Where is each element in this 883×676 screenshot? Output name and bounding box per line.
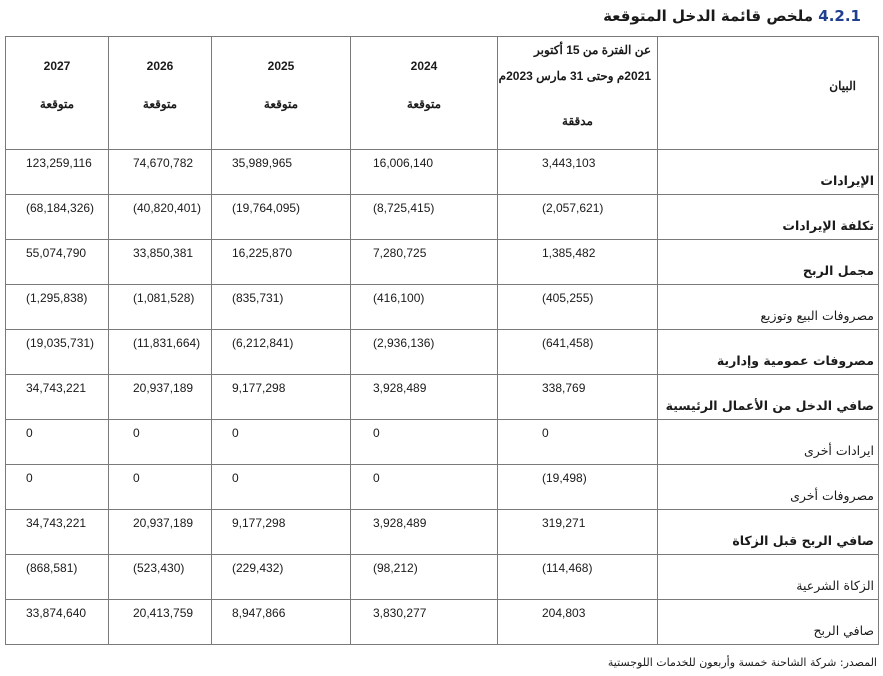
value-cell xyxy=(6,195,109,240)
table-row xyxy=(6,510,879,555)
value-cell xyxy=(498,420,658,465)
value-cell xyxy=(498,375,658,420)
cell-value: 9,177,298 xyxy=(232,381,286,395)
cell-value: (835,731) xyxy=(232,291,284,305)
cell-value: 0 xyxy=(26,426,33,440)
header-period-line1: عن الفترة من 15 أكتوبر xyxy=(534,43,651,57)
row-label: تكلفة الإيرادات xyxy=(782,218,874,233)
cell-value: (2,936,136) xyxy=(373,336,435,350)
cell-value: (19,764,095) xyxy=(232,201,301,215)
cell-value: (114,468) xyxy=(542,561,593,575)
cell-value: 0 xyxy=(232,471,239,485)
cell-value: 8,947,866 xyxy=(232,606,286,620)
cell-value: 35,989,965 xyxy=(232,156,293,170)
cell-value: 16,006,140 xyxy=(373,156,434,170)
cell-value: 3,928,489 xyxy=(373,516,427,530)
row-label: صافي الدخل من الأعمال الرئيسية xyxy=(665,398,874,413)
value-cell xyxy=(212,465,351,510)
row-label-cell xyxy=(658,330,879,375)
cell-value: 34,743,221 xyxy=(26,516,87,530)
header-sub: متوقعة xyxy=(406,97,442,111)
row-label-cell xyxy=(658,240,879,285)
value-cell xyxy=(351,375,498,420)
header-sub: متوقعة xyxy=(142,97,178,111)
value-cell xyxy=(109,195,212,240)
header-period-line3: مدققة xyxy=(562,114,593,128)
value-cell xyxy=(109,375,212,420)
cell-value: 0 xyxy=(232,426,239,440)
value-cell xyxy=(351,510,498,555)
value-cell xyxy=(109,555,212,600)
value-cell xyxy=(498,150,658,195)
cell-value: 33,850,381 xyxy=(133,246,194,260)
cell-value: (1,295,838) xyxy=(26,291,88,305)
header-sub: متوقعة xyxy=(39,97,75,111)
row-label: مصروفات أخرى xyxy=(790,488,874,503)
value-cell xyxy=(498,240,658,285)
row-label: الزكاة الشرعية xyxy=(796,578,874,593)
value-cell xyxy=(109,510,212,555)
table-row xyxy=(6,375,879,420)
section-title xyxy=(603,4,861,28)
value-cell xyxy=(6,375,109,420)
cell-value: (416,100) xyxy=(373,291,425,305)
cell-value: (8,725,415) xyxy=(373,201,435,215)
header-2027 xyxy=(6,37,109,150)
value-cell xyxy=(6,555,109,600)
table-row xyxy=(6,330,879,375)
cell-value: (19,498) xyxy=(542,471,587,485)
cell-value: (229,432) xyxy=(232,561,284,575)
cell-value: 0 xyxy=(373,426,380,440)
cell-value: (68,184,326) xyxy=(26,201,95,215)
table-row xyxy=(6,285,879,330)
header-period xyxy=(498,37,658,150)
cell-value: (11,831,664) xyxy=(133,336,201,350)
cell-value: (523,430) xyxy=(133,561,185,575)
cell-value: 74,670,782 xyxy=(133,156,194,170)
header-2024 xyxy=(351,37,498,150)
cell-value: 3,830,277 xyxy=(373,606,427,620)
value-cell xyxy=(351,420,498,465)
cell-value: (868,581) xyxy=(26,561,78,575)
value-cell xyxy=(498,465,658,510)
value-cell xyxy=(6,510,109,555)
value-cell xyxy=(6,150,109,195)
value-cell xyxy=(212,240,351,285)
cell-value: (19,035,731) xyxy=(26,336,95,350)
row-label: الإيرادات xyxy=(820,173,874,188)
value-cell xyxy=(212,150,351,195)
header-sub: متوقعة xyxy=(263,97,299,111)
row-label: صافي الربح xyxy=(813,623,874,638)
value-cell xyxy=(6,330,109,375)
value-cell xyxy=(212,285,351,330)
cell-value: 0 xyxy=(133,426,140,440)
table-row xyxy=(6,465,879,510)
value-cell xyxy=(109,420,212,465)
value-cell xyxy=(351,330,498,375)
value-cell xyxy=(109,150,212,195)
row-label-cell xyxy=(658,420,879,465)
header-year: 2025 xyxy=(267,59,295,73)
cell-value: 55,074,790 xyxy=(26,246,87,260)
row-label-cell xyxy=(658,555,879,600)
cell-value: 33,874,640 xyxy=(26,606,87,620)
cell-value: 3,928,489 xyxy=(373,381,427,395)
header-2025 xyxy=(212,37,351,150)
income-statement-table xyxy=(5,36,879,645)
cell-value: 20,937,189 xyxy=(133,516,194,530)
value-cell xyxy=(212,330,351,375)
value-cell xyxy=(351,465,498,510)
row-label: ايرادات أخرى xyxy=(804,443,874,458)
value-cell xyxy=(212,600,351,645)
table-header-row xyxy=(6,37,879,150)
cell-value: (2,057,621) xyxy=(542,201,604,215)
value-cell xyxy=(6,600,109,645)
value-cell xyxy=(351,285,498,330)
value-cell xyxy=(498,330,658,375)
table-row xyxy=(6,420,879,465)
cell-value: 0 xyxy=(133,471,140,485)
row-label-cell xyxy=(658,150,879,195)
table-row xyxy=(6,195,879,240)
table-body xyxy=(6,150,879,645)
value-cell xyxy=(6,240,109,285)
cell-value: 34,743,221 xyxy=(26,381,87,395)
cell-value: 20,937,189 xyxy=(133,381,194,395)
cell-value: (405,255) xyxy=(542,291,594,305)
row-label-cell xyxy=(658,600,879,645)
value-cell xyxy=(498,195,658,240)
cell-value: 0 xyxy=(373,471,380,485)
value-cell xyxy=(351,240,498,285)
cell-value: 9,177,298 xyxy=(232,516,286,530)
value-cell xyxy=(212,195,351,240)
row-label-cell xyxy=(658,465,879,510)
cell-value: 20,413,759 xyxy=(133,606,194,620)
value-cell xyxy=(351,195,498,240)
value-cell xyxy=(6,465,109,510)
row-label: صافي الربح قبل الزكاة xyxy=(732,533,874,548)
table-row xyxy=(6,555,879,600)
cell-value: (98,212) xyxy=(373,561,418,575)
cell-value: 319,271 xyxy=(542,516,586,530)
row-label-cell xyxy=(658,375,879,420)
header-period-line2: 2021م وحتى 31 مارس 2023م xyxy=(498,69,651,83)
value-cell xyxy=(212,510,351,555)
value-cell xyxy=(212,375,351,420)
cell-value: 204,803 xyxy=(542,606,586,620)
value-cell xyxy=(109,285,212,330)
table-row xyxy=(6,150,879,195)
table-row xyxy=(6,600,879,645)
value-cell xyxy=(498,510,658,555)
table-row xyxy=(6,240,879,285)
value-cell xyxy=(351,600,498,645)
header-year: 2024 xyxy=(410,59,438,73)
cell-value: 0 xyxy=(542,426,549,440)
value-cell xyxy=(6,285,109,330)
row-label-cell xyxy=(658,285,879,330)
value-cell xyxy=(109,330,212,375)
cell-value: (1,081,528) xyxy=(133,291,195,305)
value-cell xyxy=(351,150,498,195)
value-cell xyxy=(498,285,658,330)
section-number: 4.2.1 xyxy=(818,7,861,25)
cell-value: 7,280,725 xyxy=(373,246,427,260)
row-label: مصروفات البيع وتوزيع xyxy=(760,308,874,323)
row-label-cell xyxy=(658,195,879,240)
row-label: مجمل الربح xyxy=(802,263,874,278)
source-note: المصدر: شركة الشاحنة خمسة وأربعون للخدمات اللوجستية xyxy=(607,656,877,669)
cell-value: 338,769 xyxy=(542,381,586,395)
header-label-text: البيان xyxy=(829,79,856,93)
value-cell xyxy=(351,555,498,600)
header-year: 2026 xyxy=(146,59,174,73)
value-cell xyxy=(6,420,109,465)
value-cell xyxy=(212,420,351,465)
header-year: 2027 xyxy=(43,59,71,73)
value-cell xyxy=(109,240,212,285)
value-cell xyxy=(212,555,351,600)
value-cell xyxy=(109,465,212,510)
cell-value: (40,820,401) xyxy=(133,201,202,215)
value-cell xyxy=(109,600,212,645)
cell-value: 3,443,103 xyxy=(542,156,596,170)
row-label-cell xyxy=(658,510,879,555)
row-label: مصروفات عمومية وإدارية xyxy=(716,353,874,368)
header-label xyxy=(658,37,879,150)
section-title-text: ملخص قائمة الدخل المتوقعة xyxy=(603,7,814,25)
header-2026 xyxy=(109,37,212,150)
cell-value: (6,212,841) xyxy=(232,336,294,350)
value-cell xyxy=(498,555,658,600)
cell-value: (641,458) xyxy=(542,336,594,350)
value-cell xyxy=(498,600,658,645)
cell-value: 1,385,482 xyxy=(542,246,596,260)
cell-value: 123,259,116 xyxy=(26,156,92,170)
cell-value: 16,225,870 xyxy=(232,246,293,260)
cell-value: 0 xyxy=(26,471,33,485)
